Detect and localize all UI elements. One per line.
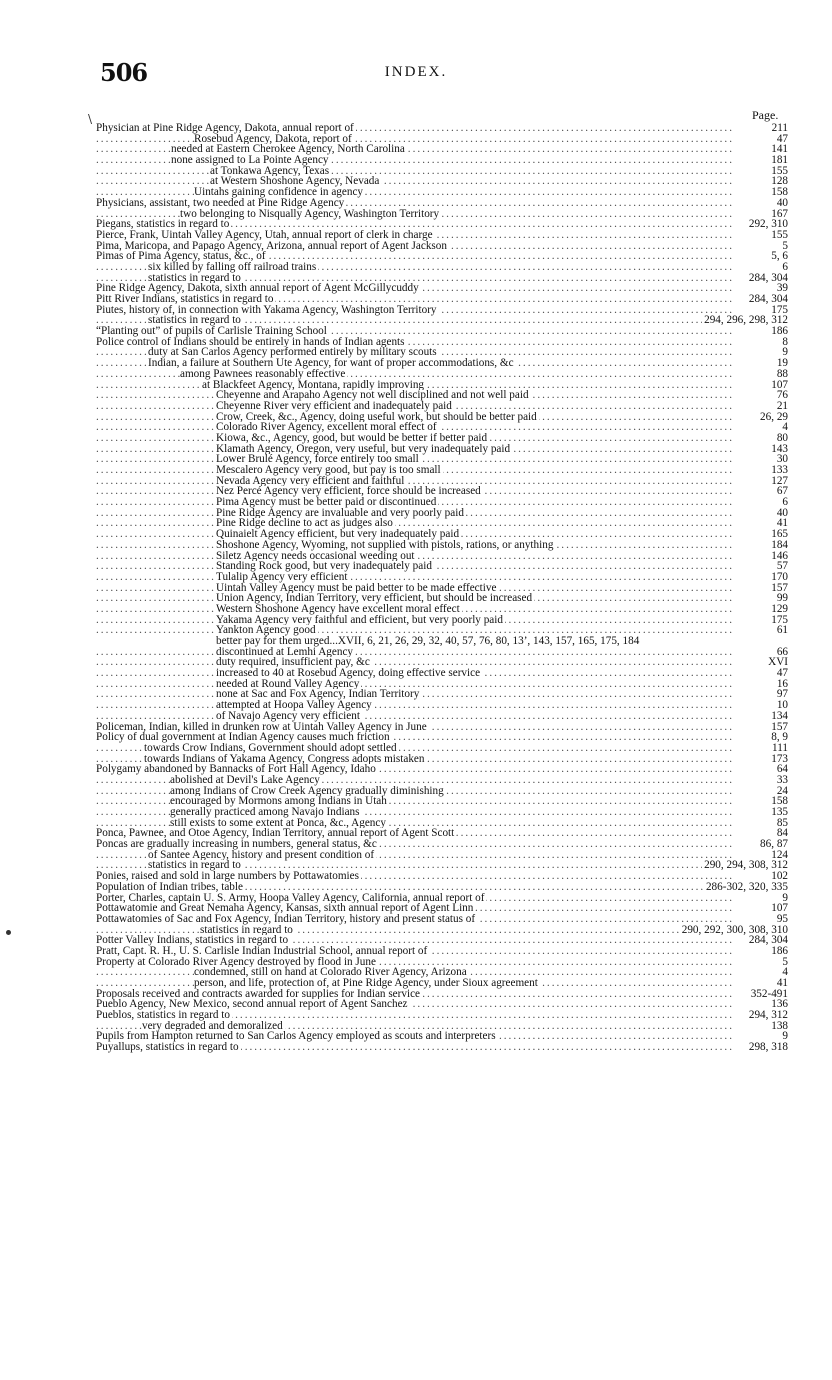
entry-text: Nevada Agency very efficient and faithful [216, 474, 405, 487]
entry-pages: 47 [776, 132, 788, 145]
entry-pages: 134 [771, 709, 788, 722]
entry-text: among Pawnees reasonably effective [180, 367, 346, 380]
entry-pages: 290, 294, 308, 312 [704, 859, 788, 872]
entry-text: Lower Brulé Agency, force entirely too small [216, 453, 419, 466]
index-entry [96, 882, 788, 893]
index-entry [96, 444, 788, 455]
entry-pages: 4 [782, 966, 788, 979]
entry-pages: XVI [768, 656, 788, 669]
entry-text: Policy of dual government at Indian Agency causes much friction [96, 731, 390, 744]
entry-pages: 155 [771, 228, 788, 241]
entry-text: Pueblo Agency, New Mexico, second annual report of Agent Sanchez [96, 998, 408, 1011]
entry-pages: 129 [771, 602, 788, 615]
entry-text: statistics in regard to [148, 314, 241, 327]
entry-pages: 298, 318 [748, 1041, 788, 1054]
entry-pages: 175 [771, 613, 788, 626]
entry-pages: 19 [776, 357, 788, 370]
entry-pages: 40 [776, 506, 788, 519]
entry-pages: 40 [776, 196, 788, 209]
entry-pages: 211 [771, 122, 788, 134]
entry-pages: 184 [771, 538, 788, 551]
leader-dots [96, 700, 734, 711]
index-entry [96, 369, 788, 380]
entry-pages: 30 [776, 453, 788, 466]
entry-pages: 24 [776, 784, 788, 797]
entry-text: statistics in regard to [148, 271, 241, 284]
entry-pages: 67 [776, 485, 788, 498]
entry-text: Pine Ridge Agency are invaluable and very poorly paid [216, 506, 464, 519]
entry-text: Population of Indian tribes, table [96, 880, 243, 893]
entry-text: condemned, still on hand at Colorado River Agency, Arizona [194, 966, 467, 979]
entry-text: Pine Ridge Agency, Dakota, sixth annual report of Agent McGillycuddy [96, 282, 419, 295]
entry-pages: 186 [771, 944, 788, 957]
entry-text: increased to 40 at Rosebud Agency, doing effective service [216, 667, 481, 680]
entry-text: discontinued at Lemhi Agency [216, 645, 354, 658]
entry-pages: 157 [771, 720, 788, 733]
leader-dots [96, 166, 734, 177]
entry-text: Shoshone Agency, Wyoming, not supplied with pistols, rations, or anything [216, 538, 554, 551]
entry-pages: 64 [776, 763, 788, 776]
entry-pages: 133 [771, 464, 788, 476]
entry-text: at Blackfeet Agency, Montana, rapidly improving [202, 378, 425, 391]
entry-pages: 173 [771, 752, 788, 765]
entry-text: statistics in regard to [200, 923, 293, 936]
entry-pages: 170 [771, 570, 788, 583]
entry-pages: 76 [776, 389, 788, 402]
entry-text: of Santee Agency, history and present condition of [148, 848, 375, 861]
entry-pages: 107 [771, 902, 788, 915]
entry-pages: 284, 304 [748, 934, 788, 947]
entry-text: very degraded and demoralized [142, 1019, 283, 1032]
page-number: 506 [100, 58, 148, 87]
entry-pages: 9 [782, 1030, 788, 1043]
leader-dots [96, 572, 734, 583]
index-entry [96, 454, 788, 465]
entry-text: Piegans, statistics in regard to [96, 218, 230, 231]
entry-text: six killed by falling off railroad trains [148, 260, 317, 273]
entry-text: Policeman, Indian, killed in drunken row at Uintah Valley Agency in June [96, 720, 427, 733]
margin-mark [6, 930, 11, 935]
entry-pages: 86, 87 [760, 838, 788, 851]
entry-text: Property at Colorado River Agency destroyed by flood in June [96, 955, 376, 968]
entry-text: Western Shoshone Agency have excellent moral effect [216, 602, 460, 615]
entry-pages: 158 [771, 795, 788, 808]
entry-pages: 84 [776, 827, 788, 840]
entry-pages: 284, 304 [748, 293, 788, 305]
entry-pages: 186 [771, 325, 788, 338]
entry-text: of Navajo Agency very efficient [216, 709, 360, 722]
entry-text: Pottawatomies of Sac and Fox Agency, Indian Territory, history and present status of [96, 912, 476, 925]
entry-pages: 135 [771, 806, 788, 818]
entry-text: Klamath Agency, Oregon, very useful, but very inadequately paid [216, 442, 511, 455]
index-entry [96, 230, 788, 241]
entry-text: Pima, Maricopa, and Papago Agency, Arizona, annual report of Agent Jackson [96, 239, 447, 252]
entry-text: Uintahs gaining confidence in agency [194, 186, 363, 199]
entry-pages: 16 [776, 677, 788, 690]
entry-text: Pima Agency must be better paid or discontinued [216, 496, 437, 509]
entry-text: Colorado River Agency, excellent moral effect of [216, 421, 437, 434]
entry-text: Physician at Pine Ridge Agency, Dakota, annual report of [96, 122, 354, 134]
entry-pages: 155 [771, 164, 788, 177]
entry-text: Ponca, Pawnee, and Otoe Agency, Indian Territory, annual report of Agent Scott [96, 827, 455, 840]
entry-pages: 10 [776, 699, 788, 712]
index-entry [96, 486, 788, 497]
entry-text: encouraged by Mormons among Indians in Utah [170, 795, 387, 808]
index-entry [96, 668, 788, 679]
entry-text: Piutes, history of, in connection with Yakama Agency, Washington Territory [96, 303, 437, 316]
leader-dots [96, 711, 734, 722]
entry-text: Potter Valley Indians, statistics in regard to [96, 934, 289, 947]
entry-pages: 9 [782, 346, 788, 359]
entry-text: still exists to some extent at Ponca, &c., Agency [170, 816, 386, 829]
entry-pages: 157 [771, 581, 788, 594]
entry-pages: 181 [771, 154, 788, 167]
entry-text: statistics in regard to [148, 859, 241, 872]
page-column-label: Page. [752, 108, 779, 122]
index-entries [96, 123, 788, 1053]
entry-text: Pine Ridge decline to act as judges also [216, 517, 393, 530]
entry-pages: 284, 304 [748, 271, 788, 284]
index-entry [96, 551, 788, 562]
entry-pages: 9 [782, 891, 788, 904]
entry-text: Poncas are gradually increasing in numbers, general status, &c [96, 838, 377, 851]
entry-text: Tulalip Agency very efficient [216, 570, 348, 583]
entry-pages: 8, 9 [771, 731, 788, 744]
entry-pages: 4 [782, 421, 788, 434]
index-entry [96, 647, 788, 658]
entry-text: two belonging to Nisqually Agency, Washington Territory [180, 207, 440, 220]
entry-pages: 294, 312 [748, 1009, 788, 1022]
entry-pages: 99 [776, 592, 788, 605]
entry-text: needed at Eastern Cherokee Agency, North Carolina [171, 143, 405, 156]
index-entry [96, 914, 788, 925]
entry-text: none assigned to La Pointe Agency [171, 154, 329, 167]
entry-text: Kiowa, &c., Agency, good, but would be better if better paid [216, 431, 488, 444]
entry-pages: 294, 296, 298, 312 [704, 314, 788, 327]
running-head: INDEX. [384, 64, 448, 80]
entry-text: Pratt, Capt. R. H., U. S. Carlisle Indian Industrial School, annual report of [96, 944, 428, 957]
entry-text: Pitt River Indians, statistics in regard to [96, 293, 274, 305]
entry-pages: 47 [776, 667, 788, 680]
entry-text: Puyallups, statistics in regard to [96, 1041, 239, 1054]
entry-pages: 102 [771, 870, 788, 883]
entry-text: Pierce, Frank, Uintah Valley Agency, Utah, annual report of clerk in charge [96, 228, 433, 241]
entry-pages: 136 [771, 998, 788, 1011]
index-entry [96, 465, 788, 476]
entry-pages: 127 [771, 474, 788, 487]
entry-pages: 39 [776, 282, 788, 295]
entry-text: at Tonkawa Agency, Texas [210, 164, 330, 177]
entry-text: duty required, insufficient pay, &c [216, 656, 370, 669]
index-entry [96, 679, 788, 690]
entry-pages: 41 [776, 977, 788, 989]
entry-pages: 5, 6 [771, 250, 788, 263]
entry-text: Porter, Charles, captain U. S. Army, Hoopa Valley Agency, California, annual report of [96, 891, 485, 904]
index-entry [96, 401, 788, 412]
entry-pages: 158 [771, 186, 788, 199]
entry-pages: 143 [771, 442, 788, 455]
entry-text: Cheyenne and Arapaho Agency not well disciplined and not well paid [216, 389, 529, 402]
entry-text: Crow, Creek, &c., Agency, doing useful work, but should be better paid [216, 410, 537, 423]
entry-text: Standing Rock good, but very inadequately paid [216, 560, 432, 573]
entry-text: Physicians, assistant, two needed at Pine Ridge Agency [96, 196, 345, 209]
entry-text: Union Agency, Indian Territory, very efficient, but should be increased [216, 592, 533, 605]
entry-pages: 6 [782, 260, 788, 273]
index-entry [96, 615, 788, 626]
index-entry [96, 711, 788, 722]
entry-text: Pimas of Pima Agency, status, &c., of [96, 250, 266, 263]
entry-text: Nez Percé Agency very efficient, force should be increased [216, 485, 481, 498]
index-entry [96, 412, 788, 423]
entry-text: Cheyenne River very efficient and inadequately paid [216, 399, 452, 412]
entry-text: Rosebud Agency, Dakota, report of [194, 132, 352, 145]
entry-text: at Western Shoshone Agency, Nevada [210, 175, 380, 188]
entry-text: generally practiced among Navajo Indians [170, 806, 360, 818]
entry-pages: 80 [776, 431, 788, 444]
entry-text: attempted at Hoopa Valley Agency [216, 699, 372, 712]
entry-pages: 5 [782, 239, 788, 252]
entry-text: Police control of Indians should be entirely in hands of Indian agents [96, 335, 405, 348]
index-entry [96, 743, 788, 754]
entry-text: Indian, a failure at Southern Ute Agency, for want of proper accommodations, &c [148, 357, 514, 370]
index-entry [96, 561, 788, 572]
entry-text: Pupils from Hampton returned to San Carlos Agency employed as scouts and interpreters [96, 1030, 496, 1043]
entry-text: among Indians of Crow Creek Agency gradually diminishing [170, 784, 444, 797]
entry-pages: 292, 310 [748, 218, 788, 231]
index-entry [96, 1042, 788, 1053]
index-entry [96, 689, 788, 700]
leader-dots [96, 647, 734, 658]
entry-pages: 352-491 [750, 987, 788, 1000]
entry-text: Uintah Valley Agency must be paid better to be made effective [216, 581, 497, 594]
entry-text: Pueblos, statistics in regard to [96, 1009, 230, 1022]
entry-pages: 6 [782, 496, 788, 509]
entry-pages: 33 [776, 773, 788, 786]
entry-text: needed at Round Valley Agency [216, 677, 360, 690]
entry-text: duty at San Carlos Agency performed entirely by military scouts [148, 346, 437, 359]
index-entry [96, 155, 788, 166]
index-entry [96, 166, 788, 177]
entry-pages: 21 [776, 399, 788, 412]
entry-text: Polygamy abandoned by Bannacks of Fort Hall Agency, Idaho [96, 763, 376, 776]
entry-text: Yakama Agency very faithful and efficient, but very poorly paid [216, 613, 503, 626]
entry-text: Mescalero Agency very good, but pay is too small [216, 464, 441, 476]
entry-text: Ponies, raised and sold in large numbers by Pottawatomies [96, 870, 359, 883]
entry-pages: 97 [776, 688, 788, 701]
entry-text: Quinaielt Agency efficient, but very inadequately paid [216, 528, 460, 541]
entry-pages: 8 [782, 335, 788, 348]
entry-pages: 167 [771, 207, 788, 220]
entry-pages: 128 [771, 175, 788, 188]
entry-text: Yankton Agency good [216, 624, 316, 637]
entry-text: Proposals received and contracts awarded for supplies for Indian service [96, 987, 421, 1000]
entry-pages: 138 [771, 1019, 788, 1032]
entry-pages: 165 [771, 528, 788, 541]
entry-pages: 57 [776, 560, 788, 573]
entry-pages: 5 [782, 955, 788, 968]
entry-text: none at Sac and Fox Agency, Indian Territory [216, 688, 420, 701]
entry-pages: 88 [776, 367, 788, 380]
entry-pages: 85 [776, 816, 788, 829]
entry-pages: 66 [776, 645, 788, 658]
entry-text: abolished at Devil's Lake Agency [170, 773, 320, 786]
entry-pages: 124 [771, 848, 788, 861]
entry-pages: 26, 29 [760, 410, 788, 423]
entry-pages: 290, 292, 300, 308, 310 [681, 923, 788, 936]
entry-pages: 107 [771, 378, 788, 391]
entry-text: towards Indians of Yakama Agency, Congress adopts mistaken [144, 752, 425, 765]
entry-text: Siletz Agency needs occasional weeding out [216, 549, 415, 562]
leader-dots [96, 176, 734, 187]
entry-pages: 141 [771, 143, 788, 156]
entry-text: Pottawatomie and Great Nemaha Agency, Kansas, sixth annual report of Agent Linn [96, 902, 474, 915]
entry-pages: 41 [776, 517, 788, 530]
index-entry [96, 198, 788, 209]
entry-pages: 61 [776, 624, 788, 637]
entry-text: better pay for them urged...XVII, 6, 21, 26, 29, 32, 40, 57, 76, 80, 13’, 143, 157, 165, 175, 184 [216, 635, 640, 647]
entry-text: “Planting out” of pupils of Carlisle Training School [96, 325, 327, 338]
index-entry [96, 636, 788, 647]
index-entry [96, 540, 788, 551]
entry-pages: 175 [771, 303, 788, 316]
index-entry [96, 700, 788, 711]
entry-pages: 95 [776, 912, 788, 925]
entry-pages: 146 [771, 549, 788, 562]
index-entry [96, 572, 788, 583]
entry-pages: 111 [772, 741, 788, 754]
entry-text: person, and life, protection of, at Pine Ridge Agency, under Sioux agreement [194, 977, 538, 989]
entry-pages: 286-302, 320, 335 [705, 880, 788, 893]
entry-text: towards Crow Indians, Government should adopt settled [144, 741, 397, 754]
index-entry [96, 508, 788, 519]
margin-tick: \ [88, 112, 93, 126]
